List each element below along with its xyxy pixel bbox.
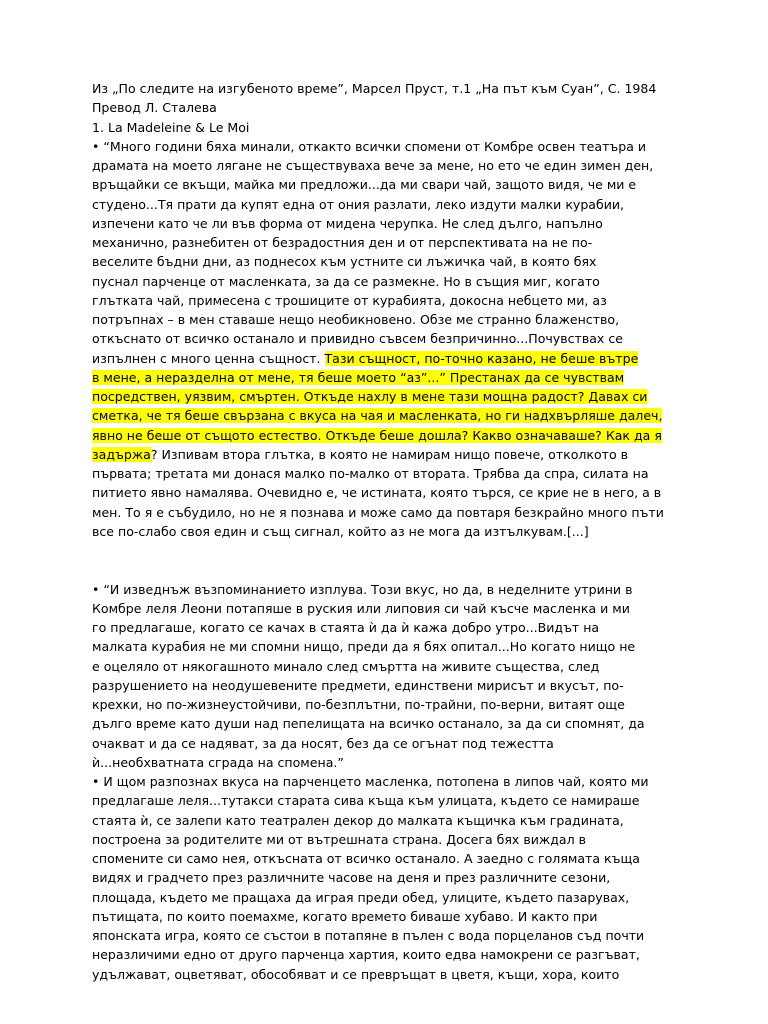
highlighted-text: задържа: [92, 446, 151, 462]
text-segment: ? Изпивам втора глътка, в която не намирам нищо повече, отколкото в: [150, 446, 629, 462]
paragraph-spacer: [92, 560, 692, 579]
text-line: първата; третата ми донася малко по-малко от втората. Трябва да спра, силата на: [92, 466, 649, 481]
text-line: японската игра, която се състои в потапяне в пълен с вода порцеланов съд почти: [92, 928, 645, 943]
text-line: драмата на моето лягане не съществуваха вече за мене, но ето че един зимен ден,: [92, 158, 654, 173]
highlighted-line: [92, 406, 692, 425]
text-line: ѝ...необхватната сграда на спомена.”: [92, 754, 344, 770]
text-line: стаята ѝ, се залепи като театрален декор до малката къщичка към градината,: [92, 812, 624, 828]
text-line: • “И изведнъж възпоминанието изплува. Този вкус, но да, в неделните утрини в: [92, 581, 633, 597]
text-line: очакват и да се надяват, за да носят, без да се огънат под тежестта: [92, 735, 554, 751]
text-line: все по-слабо своя един и същ сигнал, който аз не мога да изтълкувам.[...]: [92, 523, 589, 539]
text-line: питието явно намалява. Очевидно е, че истината, която търся, се крие не в него, а в: [92, 485, 662, 501]
document-page: [92, 79, 692, 984]
highlighted-text: в мене, а неразделна от мене, тя беше моето “аз”...” Престанах да се чувствам: [92, 369, 625, 385]
paragraph-memory: [92, 580, 692, 773]
paragraph-combray: [92, 772, 692, 984]
text-line: пътищата, по които поемахме, когато времето биваше хубаво. И както при: [92, 908, 598, 924]
text-line: студено...Тя прати да купят една от ония разлати, леко издути малки курабии,: [92, 196, 625, 212]
text-line: дълго време като души над пепелищата на всичко останало, за да си спомнят, да: [92, 716, 645, 732]
document-header: [92, 79, 692, 137]
text-line: • “Много години бяха минали, откакто всички спомени от Комбре освен театъра и: [92, 138, 647, 154]
text-line: крехки, но по-жизнеустойчиви, по-безплътни, по-трайни, по-верни, витаят още: [92, 697, 625, 712]
text-line: механично, разнебитен от безрадостния ден и от перспективата на не по-: [92, 235, 593, 250]
text-line: е оцеляло от някогашното минало след смъртта на живите същества, след: [92, 658, 600, 674]
text-line: спомените си само нея, откъсната от всичко останало. А заедно с голямата къща: [92, 851, 640, 866]
source-citation: Из „По следите на изгубеното време”, Марсел Пруст, т.1 „На път към Суан”, С. 1984: [92, 81, 657, 96]
text-line: изпечени като че ли във форма от мидена черупка. Не след дълго, напълно: [92, 215, 603, 231]
highlighted-line: [92, 387, 692, 406]
mixed-text-line: [92, 445, 692, 464]
paragraph-madeleine: [92, 137, 692, 541]
text-line: потръпнах – в мен ставаше нещо необикновено. Обзе ме странно блаженство,: [92, 312, 620, 327]
text-line: малката курабия не ми спомни нищо, преди да я бях опитал...Но когато нищо не: [92, 639, 636, 655]
text-line: откъснато от всичко останало и привидно съвсем безпричинно...Почувствах се: [92, 331, 623, 347]
text-line: построена за родителите ми от вътрешната страна. Досега бях виждал в: [92, 831, 586, 847]
text-line: Комбре леля Леони потапяше в руския или липовия си чай късче масленка и ми: [92, 600, 630, 616]
text-line: глътката чай, примесена с трошиците от курабията, докосна небцето ми, аз: [92, 292, 607, 308]
mixed-text-line: [92, 349, 692, 368]
text-line: пуснал парченце от масленката, за да се размекне. Но в същия миг, когато: [92, 273, 600, 289]
text-line: предлагаше леля...тутакси старата сива къща към улицата, където се намираше: [92, 793, 640, 809]
text-line: веселите бъдни дни, аз поднесох към устните си лъжичка чай, в която бях: [92, 254, 597, 270]
highlighted-line: [92, 368, 692, 387]
text-line: го предлагаше, когато се качах в стаята ѝ да ѝ кажа добро утро...Видът на: [92, 620, 600, 635]
highlighted-text: сметка, че тя беше свързана с вкуса на чая и масленката, но ги надхвърляше далеч,: [92, 408, 663, 424]
text-line: • И щом разпознах вкуса на парченцето масленка, потопена в липов чай, която ми: [92, 774, 649, 789]
highlighted-text: явно не беше от същото естество. Откъде беше дошла? Какво означаваше? Как да я: [92, 427, 662, 443]
text-line: разрушението на неодушевените предмети, единствени мирисът и вкусът, по-: [92, 677, 624, 693]
highlighted-line: [92, 426, 692, 445]
text-line: неразличими едно от друго парченца хартия, които едва намокрени се разгъват,: [92, 947, 640, 963]
highlighted-text: посредствен, уязвим, смъртен. Откъде нахлу в мене тази мощна радост? Давах си: [92, 389, 648, 404]
text-line: връщайки се вкъщи, майка ми предложи...да ми свари чай, защото видя, че ми е: [92, 177, 637, 193]
text-line: площада, където ме пращаха да играя преди обед, улиците, където пазарувах,: [92, 889, 630, 905]
text-line: видях и градчето през различните часове на деня и през различните сезони,: [92, 870, 611, 886]
paragraph-spacer: [92, 541, 692, 560]
text-line: удължават, оцветяват, обособяват и се превръщат в цветя, къщи, хора, които: [92, 966, 620, 982]
section-heading: 1. La Madeleine & Le Moi: [92, 119, 250, 135]
text-segment: изпълнен с много ценна същност.: [92, 350, 325, 366]
text-line: мен. То я е събудило, но не я познава и може само да повтаря безкрайно много пъти: [92, 504, 664, 520]
translator-credit: Превод Л. Сталева: [92, 100, 217, 116]
highlighted-text: Тази същност, по-точно казано, не беше вътре: [324, 350, 639, 366]
